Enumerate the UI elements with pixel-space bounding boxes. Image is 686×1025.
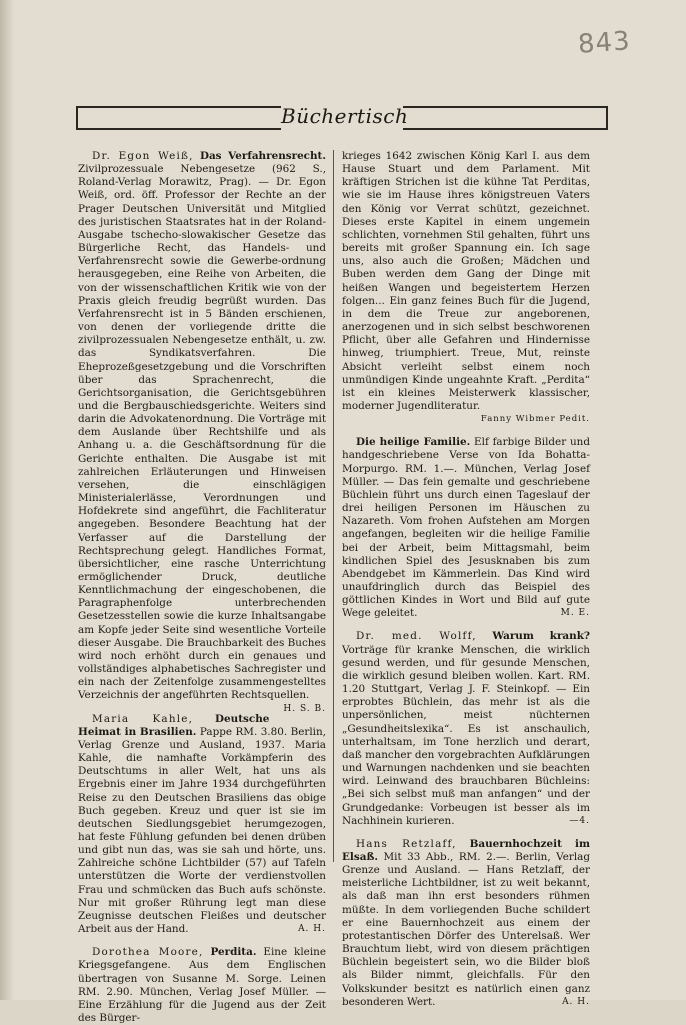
review-text: Elf farbige Bilder und handgeschriebene Verse von Ida Bohatta-Morpurgo. RM. 1.—. München, Verlag Josef Müller. — Das fein gemalte und geschriebene Büchlein führt uns durch einen Tageslauf der drei heiligen Personen im Häuschen zu Nazareth. Vom frohen Aufstehen am Morgen angefangen, begleiten wir die heilige Familie bei der Arbeit, beim Mittagsmahl, beim kindlichen Spiel des Jesusknaben bis zum Abendgebet im Kämmerlein. Das Kind wird unaufdringlich durch das Beispiel des göttlichen Kindes in Wort und Bild auf gute Wege geleitet.: [342, 436, 590, 620]
review-entry-weiss: [78, 150, 326, 714]
review-text: Eine kleine Kriegsgefangene. Aus dem Englischen übertragen von Susanne M. Sorge. Leinen RM. 2.90. München, Verlag Josef Müller. — Eine Erzählung für die Jugend aus der Zeit des Bürger-: [78, 946, 326, 1024]
review-title: Bauernhochzeit im Elsaß.: [342, 837, 590, 863]
review-title: Perdita.: [210, 946, 257, 959]
review-entry-moore-continued: [342, 150, 590, 426]
review-entry-heilige-familie: [342, 436, 590, 620]
review-text: Zivilprozessuale Nebengesetze (962 S., Roland-Verlag Morawitz, Prag). — Dr. Egon Weiß, ord. öff. Professor der Rechte an der Prager Deutschen Universität und Mitglied des juristischen Staatsrates hat in der Roland-Ausgabe tschecho-slowakischer Gesetze das Bürgerliche Recht, das Handels- und Verfahrensrecht sowie die Gewerbe-ordnung herausgegeben, eine Reihe von Arbeiten, die von der wissenschaftlichen Kritik wie von der Praxis gleich freudig begrüßt wurden. Das Verfahrensrecht ist in 5 Bänden erschienen, von denen der vorliegende dritte die zivilprozessualen Nebengesetze enthält, u. zw. das Syndikatsverfahren. Die Eheprozeßgesetzgebung und die Vorschriften über das Sprachenrecht, die Gerichtsorganisation, die Gerichtsgebühren und die Bergbauschiedsgerichte. Weiters sind darin die Advokatenordnung. Die Vorträge mit dem Auslande über Rechtshilfe und als Anhang u. a. die Geschäftsordnung für die Gerichte enthalten. Die Ausgabe ist mit zahlreichen Erläuterungen und Hinweisen versehen, die einschlägigen Ministerialerlässe, Verordnungen und Hofdekrete sind angeführt, die Fachliteratur angegeben. Besondere Beachtung hat der Verfasser auf die Darstellung der Rechtsprechung gelegt. Handliches Format, übersichtlicher, eine rasche Unterrichtung ermöglichender Druck, deutliche Kenntlichmachung der eingeschobenen, die Paragraphenfolge unterbrechenden Gesetzesstellen sowie die kurze Inhaltsangabe am Kopfe jeder Seite sind wesentliche Vorteile dieser Ausgabe. Die Brauchbarkeit des Buches wird noch erhöht durch ein genaues und vollständiges alphabetisches Sachregister und ein nach der Zeitenfolge zusammengestelltes Verzeichnis der angeführten Rechtsquellen.: [78, 163, 326, 702]
review-entry-kahle: [78, 713, 326, 937]
review-title: Warum krank?: [492, 630, 590, 643]
left-column: [78, 150, 326, 1025]
review-signature: H. S. B.: [283, 703, 326, 714]
review-title: Das Verfahrensrecht.: [199, 150, 326, 162]
review-text-continued: krieges 1642 zwischen König Karl I. aus dem Hause Stuart und dem Parlament. Mit kräftigen Strichen ist die kühne Tat Perditas, wie sie im Hause ihres königstreuen Vaters den König vor Verrat schützt, gezeichnet. Dieses erste Kapitel in einem ungemein schlichten, vornehmen Stil gehalten, führt uns bereits mit großer Spannung ein. Ich sage uns, also auch die Großen; Mädchen und Buben werden dem Gang der Dinge mit heißen Wangen und begeistertem Herzen folgen... Ein ganz feines Buch für die Jugend, in dem die Treue zur angeborenen, anerzogenen und in sich selbst beschworenen Pflicht, über alle Gefahren und Hindernisse hinweg, triumphiert. Treue, Mut, reinste Absicht verleiht selbst einem noch unmündigen Kinde ungeahnte Kraft. „Perdita“ ist ein kleines Meisterwerk klassischer, moderner Jugendliteratur.: [342, 150, 590, 412]
page-number: 843: [577, 26, 632, 60]
review-text: Mit 33 Abb., RM. 2.—. Berlin, Verlag Grenze und Ausland. — Hans Retzlaff, der meisterliche Lichtbildner, ist zu weit bekannt, als daß man ihn erst besonders rühmen müßte. In dem vorliegenden Buche schildert er eine Bauernhochzeit aus einem der protestantischen Dörfer des Unterelsaß. Wer Brauchtum liebt, wird von diesem prächtigen Büchlein begeistert sein, wo die Bilder bloß als Bilder nimmt, gleichfalls. Für den Volkskunder besitzt es natürlich einen ganz besonderen Wert.: [342, 850, 590, 1008]
review-signature: A. H.: [562, 996, 590, 1007]
review-text: Pappe RM. 3.80. Berlin, Verlag Grenze und Ausland, 1937. Maria Kahle, die namhafte Vorkämpferin des Deutschtums in aller Welt, hat uns als Ergebnis einer im Jahre 1934 durchgeführten Reise zu den Deutschen Brasiliens das obige Buch gegeben. Kreuz und quer ist sie im deutschen Siedlungsgebiet herumgezogen, hat feste Fühlung gefunden bei denen drüben und gibt nun das, was sie sah und hörte, uns. Zahlreiche schöne Lichtbilder (57) auf Tafeln unterstützen die Worte der verdienstvollen Frau und schmücken das Buch aufs schönste. Nur mit großer Rührung legt man diese Zeugnisse deutschen Fleißes und deutscher Arbeit aus der Hand.: [78, 725, 326, 936]
right-column: [342, 150, 590, 1009]
review-author: Hans Retzlaff,: [356, 837, 457, 850]
review-author: Dorothea Moore,: [92, 946, 204, 959]
review-entry-moore: [78, 946, 326, 1025]
review-entry-retzlaff: [342, 838, 590, 1009]
review-author: Maria Kahle,: [92, 712, 194, 725]
review-text: Vorträge für kranke Menschen, die wirklich gesund werden, und für gesunde Menschen, die wirklich gesund bleiben wollen. Kart. RM. 1.20 Stuttgart, Verlag J. F. Steinkopf. — Ein erprobtes Büchlein, das mehr ist als die unpersönlichen, meist nüchternen „Gesundheitslexika“. Es ist anschaulich, unterhaltsam, im Tone herzlich und derart, daß mancher den vorgebrachten Aufklärungen und Warnungen nachdenken und sie beachten wird. Leinwand des brauchbaren Büchleins: „Bei sich selbst muß man anfangen“ und der Grundgedanke: Vorbeugen ist besser als im Nachhinein kurieren.: [342, 643, 590, 827]
review-signature: —4.: [569, 815, 590, 826]
review-signature: Fanny Wibmer Pedit.: [480, 414, 590, 425]
review-author: Dr. Egon Weiß,: [92, 150, 194, 162]
review-title: Die heilige Familie.: [356, 436, 471, 449]
review-title: Deutsche Heimat in Brasilien.: [78, 712, 270, 738]
review-entry-wolff: [342, 630, 590, 827]
page-spine-shadow: [0, 0, 14, 1000]
review-author: Dr. med. Wolff,: [356, 630, 477, 643]
review-signature: A. H.: [298, 924, 326, 935]
column-divider: [333, 150, 334, 862]
section-title: Büchertisch: [281, 100, 403, 132]
section-header: [76, 104, 608, 134]
review-signature: M. E.: [560, 608, 590, 619]
